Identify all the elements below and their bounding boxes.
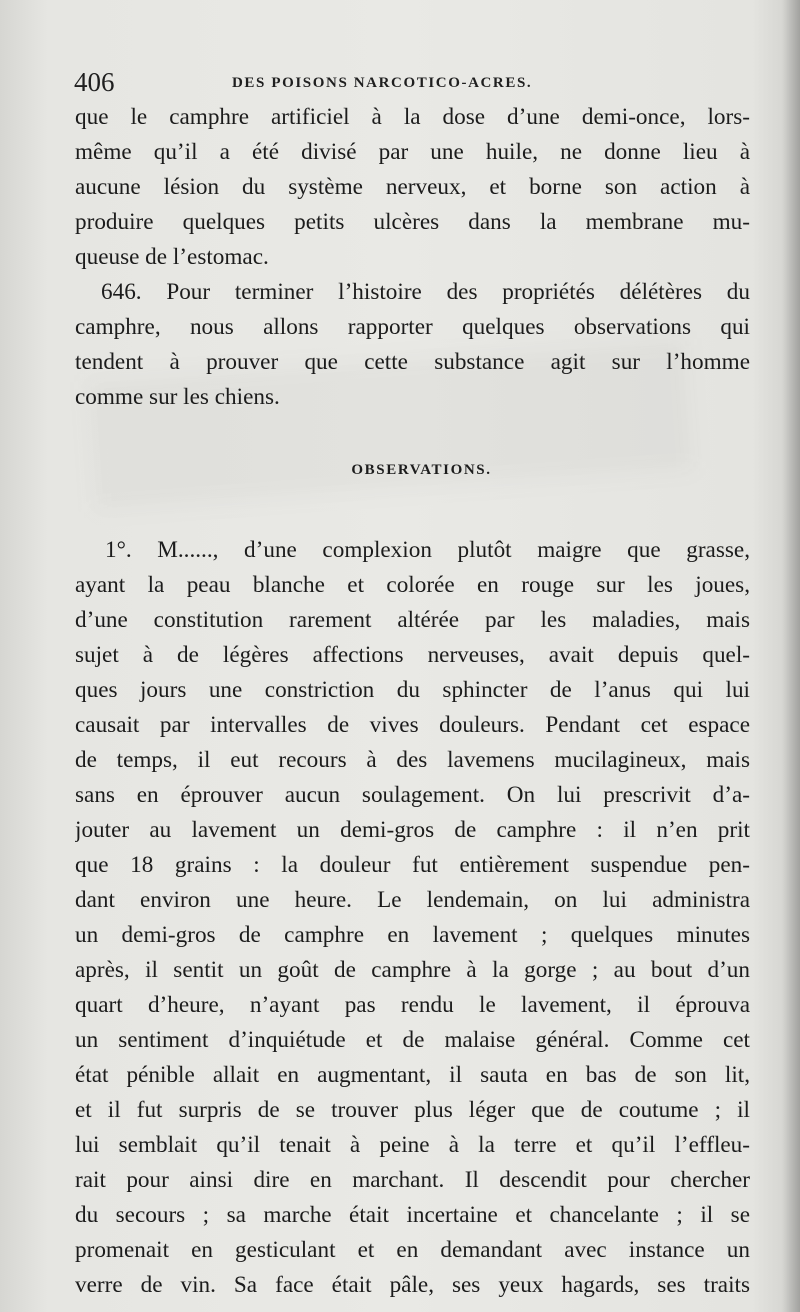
text-line: jouter au lavement un demi-gros de camphre : il n’en prit [75,817,750,843]
text-line: que le camphre artificiel à la dose d’une demi-once, lors- [75,104,750,130]
text-line: état pénible allait en augmentant, il sauta en bas de son lit, [75,1062,750,1088]
text-line: que 18 grains : la douleur fut entièrement suspendue pen- [75,852,750,878]
page-number: 406 [74,67,115,97]
text-line: ayant la peau blanche et colorée en rouge sur les joues, [75,572,750,598]
paragraph-line: 1°. M......, d’une complexion plutôt maigre que grasse, [105,537,750,563]
text-line: verre de vin. Sa face était pâle, ses yeux hagards, ses traits [75,1272,750,1298]
text-line: même qu’il a été divisé par une huile, ne donne lieu à [75,139,750,165]
text-line: un demi-gros de camphre en lavement ; quelques minutes [75,922,750,948]
running-head [74,64,754,100]
text-line: lui semblait qu’il tenait à peine à la terre et qu’il l’effleu- [75,1132,750,1158]
text-line: produire quelques petits ulcères dans la membrane mu- [75,209,750,235]
section-spacing [75,491,750,533]
text-line: promenait en gesticulant et en demandant avec instance un [75,1237,750,1263]
text-line: sans en éprouver aucun soulagement. On lui prescrivit d’a- [75,782,750,808]
text-line: de temps, il eut recours à des lavemens mucilagineux, mais [75,747,750,773]
text-line: du secours ; sa marche était incertaine et chancelante ; il se [75,1202,750,1228]
text-line: un sentiment d’inquiétude et de malaise général. Comme cet [75,1027,750,1053]
section-heading: OBSERVATIONS. [351,462,492,478]
text-line: après, il sentit un goût de camphre à la gorge ; au bout d’un [75,957,750,983]
binding-shadow [782,0,800,1312]
text-line: queuse de l’estomac. [75,244,269,270]
text-line: camphre, nous allons rapporter quelques observations qui [75,314,750,340]
text-line: d’une constitution rarement altérée par les maladies, mais [75,607,750,633]
section-spacing [75,415,750,449]
body-text [75,100,750,1303]
text-line: dant environ une heure. Le lendemain, on lui administra [75,887,750,913]
running-title: DES POISONS NARCOTICO-ACRES. [232,75,533,91]
text-line: sujet à de légères affections nerveuses, avait depuis quel- [75,642,750,668]
text-line: tendent à prouver que cette substance agit sur l’homme [75,349,750,375]
text-line: causait par intervalles de vives douleurs. Pendant cet espace [75,712,750,738]
text-line: ques jours une constriction du sphincter de l’anus qui lui [75,677,750,703]
text-line: aucune lésion du système nerveux, et borne son action à [75,174,750,200]
text-line: rait pour ainsi dire en marchant. Il descendit pour chercher [75,1167,750,1193]
text-line: quart d’heure, n’ayant pas rendu le lavement, il éprouva [75,992,750,1018]
paragraph-line: 646. Pour terminer l’histoire des propriétés délétères du [101,279,750,305]
text-line: comme sur les chiens. [75,384,280,410]
text-line: et il fut surpris de se trouver plus léger que de coutume ; il [75,1097,750,1123]
